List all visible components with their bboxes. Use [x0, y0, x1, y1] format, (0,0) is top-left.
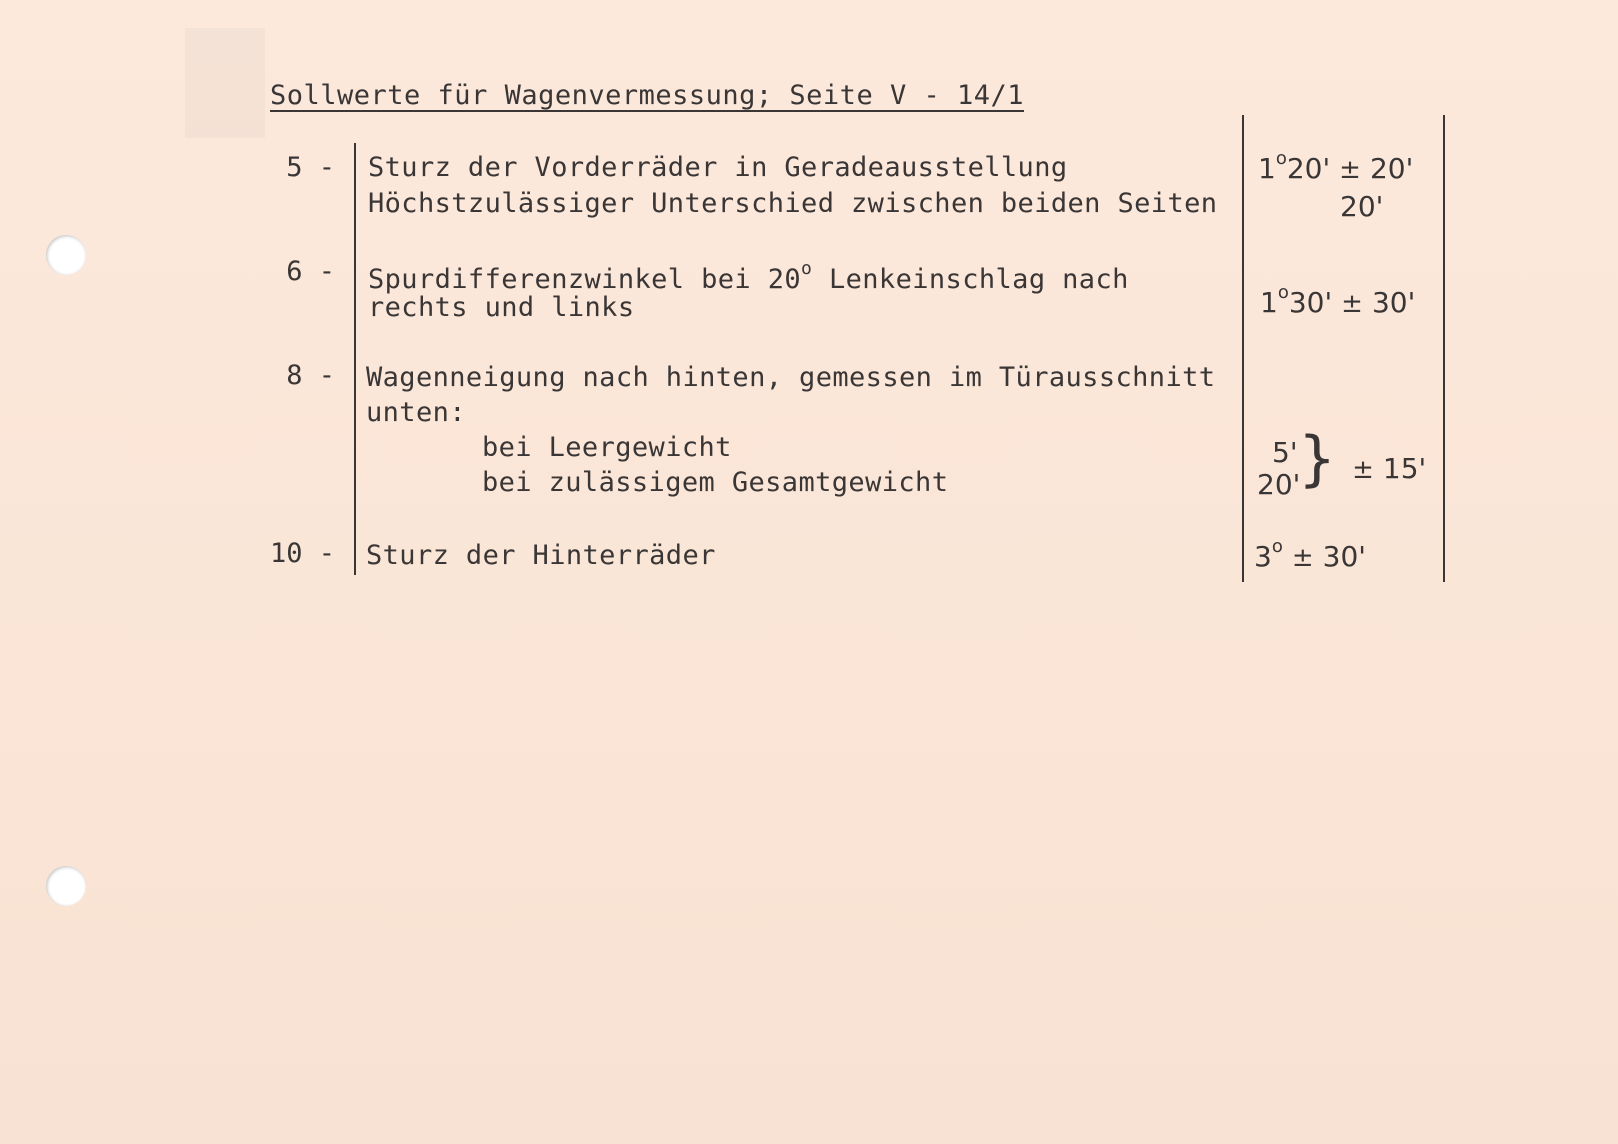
row-sub-line: bei Leergewicht	[482, 432, 732, 463]
degree-symbol: o	[1275, 148, 1287, 169]
degree-symbol: o	[1277, 282, 1289, 303]
row-value	[1254, 536, 1366, 573]
row-number: 10 -	[269, 538, 335, 569]
row-number: 6 -	[286, 256, 335, 287]
degree-symbol: o	[801, 258, 813, 279]
row-value-tolerance	[1352, 452, 1426, 485]
row-text-line: Sturz der Hinterräder	[366, 540, 716, 571]
row-value-second: 20'	[1340, 190, 1384, 223]
value-minutes: 20'	[1286, 152, 1331, 185]
value-degrees: 1	[1258, 152, 1276, 185]
plus-minus-symbol: ±	[1352, 455, 1374, 485]
row-number: 8 -	[286, 360, 335, 391]
row-text-line: unten:	[366, 397, 466, 428]
row-value	[1260, 282, 1415, 319]
text-segment: Spurdifferenzwinkel bei 20	[368, 264, 802, 295]
row-value: 20'	[1257, 468, 1301, 501]
row-text-line: Sturz der Vorderräder in Geradeausstellung	[368, 152, 1068, 183]
degree-symbol: o	[1271, 536, 1283, 557]
plus-minus-symbol: ±	[1341, 289, 1363, 319]
row-number: 5 -	[286, 152, 335, 183]
curly-brace-icon: }	[1298, 424, 1337, 494]
row-value	[1258, 148, 1413, 185]
value-tolerance: 30'	[1322, 540, 1366, 573]
page-title: Sollwerte für Wagenvermessung; Seite V - 14/1	[270, 80, 1024, 111]
value-tolerance: 20'	[1369, 152, 1414, 185]
left-column-rule	[354, 143, 356, 575]
value-column-right-rule	[1443, 115, 1445, 582]
punch-hole-bottom	[46, 866, 86, 906]
row-text-line: Wagenneigung nach hinten, gemessen im Türausschnitt	[366, 362, 1216, 393]
row-text-line	[368, 258, 1129, 295]
row-text-line: Höchstzulässiger Unterschied zwischen beiden Seiten	[368, 188, 1218, 219]
bleed-through-mark	[185, 28, 265, 138]
value-tolerance: 15'	[1382, 452, 1427, 485]
plus-minus-symbol: ±	[1291, 543, 1314, 573]
plus-minus-symbol: ±	[1339, 155, 1361, 185]
row-value: 5'	[1272, 436, 1298, 469]
punch-hole-top	[46, 235, 86, 275]
value-column-left-rule	[1242, 115, 1244, 582]
row-sub-line: bei zulässigem Gesamtgewicht	[482, 467, 949, 498]
value-tolerance: 30'	[1371, 286, 1416, 319]
row-text-line: rechts und links	[368, 292, 635, 323]
value-degrees: 3	[1254, 540, 1272, 573]
value-degrees: 1	[1260, 286, 1278, 319]
text-segment: Lenkeinschlag nach	[812, 264, 1129, 295]
value-minutes: 30'	[1288, 286, 1333, 319]
